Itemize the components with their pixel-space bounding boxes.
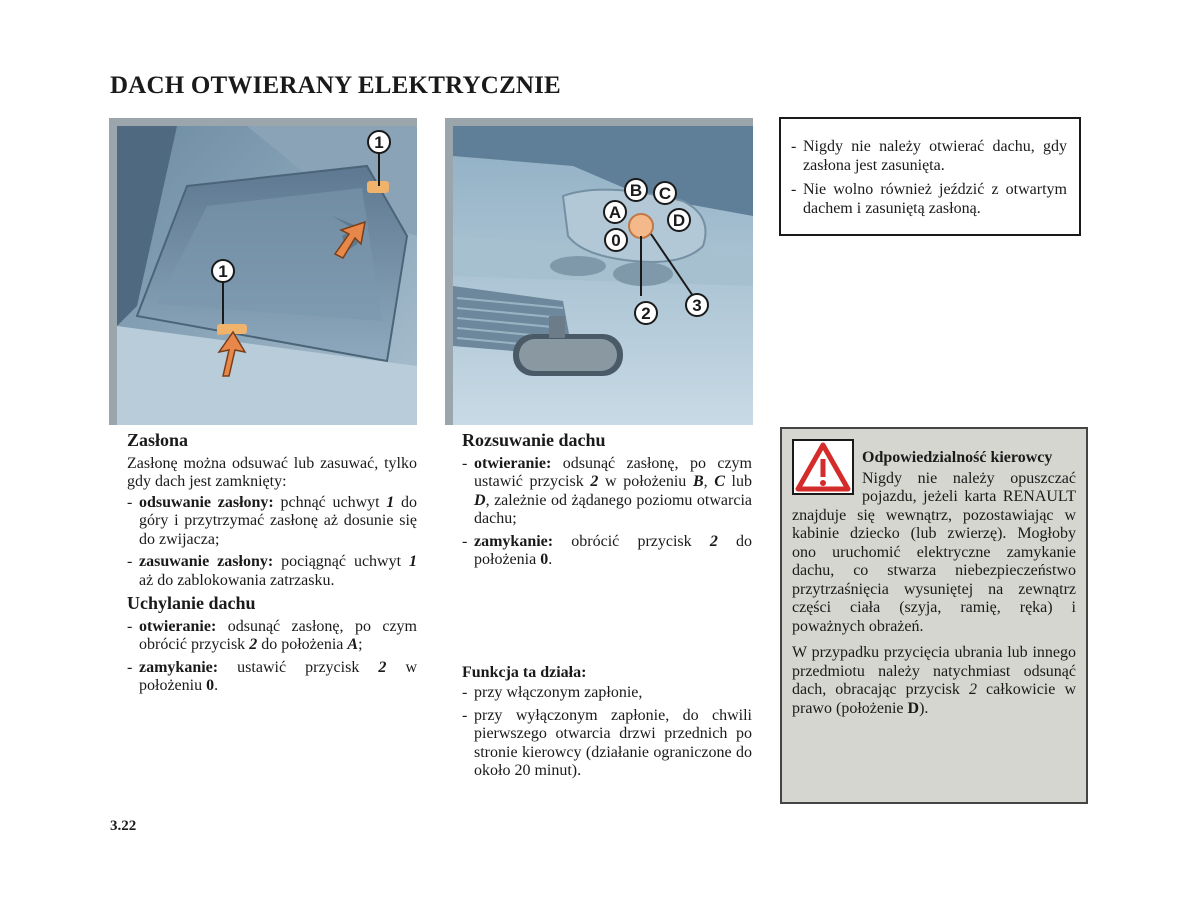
driver-responsibility-box — [780, 427, 1088, 804]
svg-text:B: B — [629, 181, 643, 200]
sunshade-illustration — [117, 126, 417, 425]
sliding-list — [462, 455, 752, 570]
warning-box — [779, 117, 1081, 236]
list-item: - odsuwanie zasłony: pchnąć uchwyt 1 do góry i przytrzymać zasłonę aż dosunie się do zwijacza; — [127, 494, 417, 550]
column-sliding — [462, 431, 752, 785]
column-sunshade — [127, 431, 417, 700]
control-knob-illustration — [453, 126, 753, 425]
warning-triangle-icon — [792, 439, 854, 495]
function-list — [462, 684, 752, 781]
svg-text:1: 1 — [374, 133, 384, 152]
sunshade-list — [127, 494, 417, 591]
list-item: - Nigdy nie należy otwierać dachu, gdy zasłona jest zasunięta. — [791, 138, 1067, 175]
list-item: - otwieranie: odsunąć zasłonę, po czym obrócić przycisk 2 do położenia A; — [127, 618, 417, 655]
list-item: - zamykanie: ustawić przycisk 2 w położeniu 0. — [127, 659, 417, 696]
tilt-list — [127, 618, 417, 696]
list-item: - przy wyłączonym zapłonie, do chwili pierwszego otwarcia drzwi przednich po stronie kierowcy (działanie ograniczone do około 20 minut). — [462, 707, 752, 781]
responsibility-paragraph-2: W przypadku przycięcia ubrania lub innego przedmiotu należy natychmiast odsunąć dach, obracając przycisk 2 całkowicie w prawo (położenie D). — [792, 644, 1077, 717]
svg-text:D: D — [672, 211, 686, 230]
section-heading-uchylanie: Uchylanie dachu — [127, 593, 256, 613]
list-item: - Nie wolno również jeździć z otwartym dachem i zasuniętą zasłoną. — [791, 181, 1067, 218]
section-heading-rozsuwanie: Rozsuwanie dachu — [462, 430, 606, 450]
page-number: 3.22 — [110, 818, 137, 834]
svg-text:1: 1 — [218, 262, 228, 281]
svg-text:2: 2 — [641, 304, 651, 323]
responsibility-title: Odpowiedzialność kierowcy — [862, 449, 1053, 466]
responsibility-paragraph-1: Nigdy nie należy opuszczać pojazdu, jeżeli karta RENAULT znajduje się wewnątrz, pozostawiając w kabinie dziecko (lub zwierzę). Mogłoby ono uruchomić elektryczne zamykanie dachu, co stwarza niebezpieczeństwo przytrzaśnięcia wysuniętej na zewnątrz części ciała (szyja, ramię, ręka) i poważnych obrażeń. — [792, 469, 1076, 635]
list-item: - zasuwanie zasłony: pociągnąć uchwyt 1 aż do zablokowania zatrzasku. — [127, 553, 417, 590]
sunshade-intro: Zasłonę można odsuwać lub zasuwać, tylko gdy dach jest zamknięty: — [127, 454, 417, 490]
sunshade-photo — [109, 118, 417, 425]
svg-text:C: C — [658, 184, 672, 203]
list-item: - zamykanie: obrócić przycisk 2 do położenia 0. — [462, 533, 752, 570]
control-knob-photo — [445, 118, 753, 425]
page-title: DACH OTWIERANY ELEKTRYCZNIE — [110, 72, 561, 99]
svg-text:0: 0 — [611, 231, 621, 250]
svg-text:A: A — [608, 203, 622, 222]
section-heading-zaslona: Zasłona — [127, 430, 189, 450]
list-item: - przy włączonym zapłonie, — [462, 684, 752, 703]
list-item: - otwieranie: odsunąć zasłonę, po czym ustawić przycisk 2 w położeniu B, C lub D, zależnie od żądanego poziomu otwarcia dachu; — [462, 455, 752, 529]
svg-text:3: 3 — [692, 296, 702, 315]
function-heading: Funkcja ta działa: — [462, 663, 587, 681]
